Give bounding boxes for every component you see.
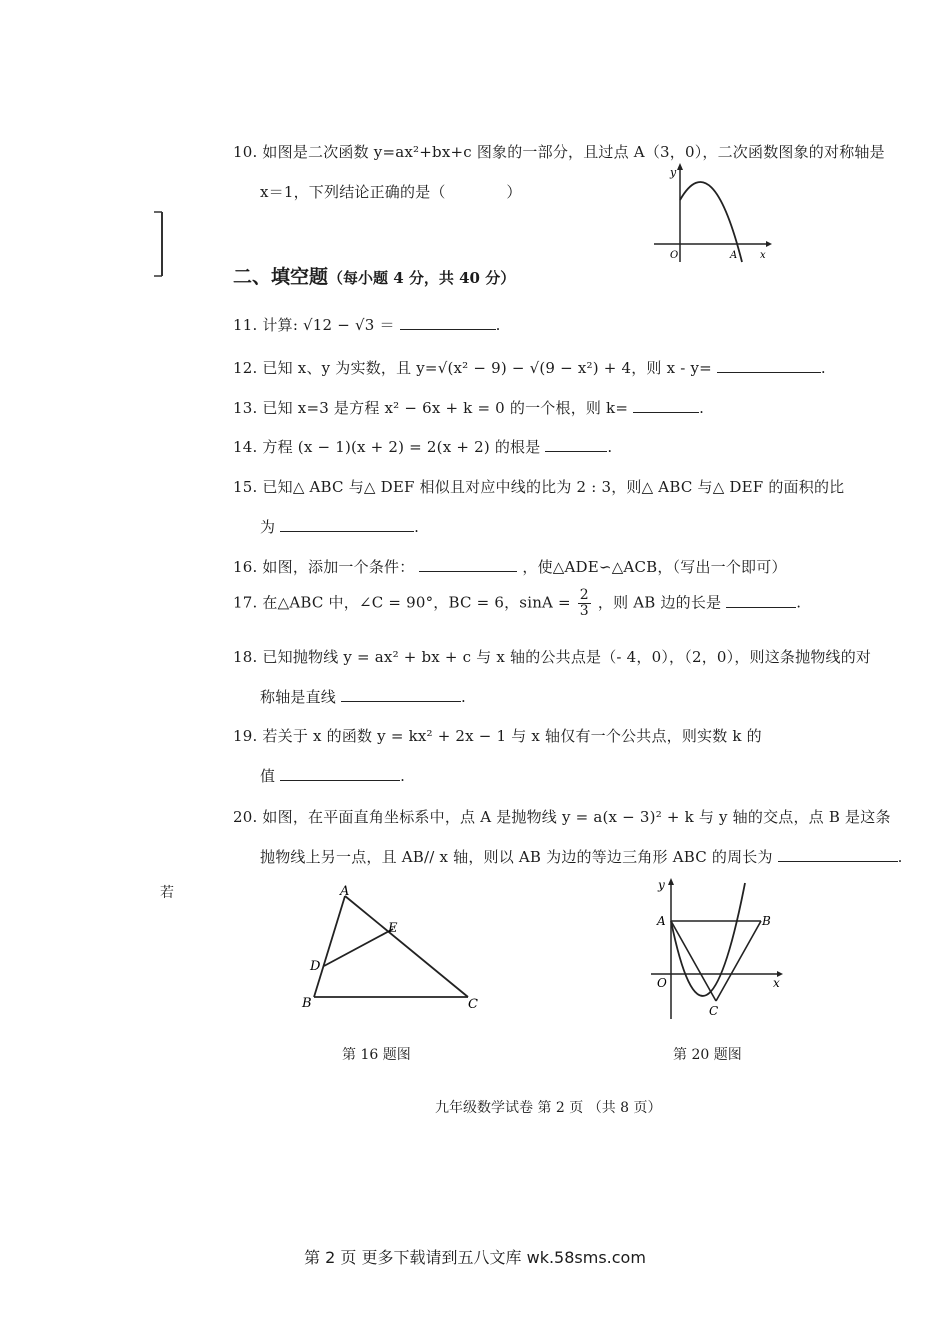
q20-line2 <box>260 846 903 867</box>
fig20-caption: 第 20 题图 <box>673 1047 742 1063</box>
q20-label-y: y <box>658 878 665 892</box>
q18-line2-text: 称轴是直线 <box>260 688 337 706</box>
q16-label-e: E <box>388 921 398 936</box>
q12-answer-blank[interactable] <box>717 360 821 373</box>
q11-end: . <box>495 316 501 334</box>
q16-segment-de <box>324 929 393 966</box>
q10-x-label: x <box>760 250 766 261</box>
q17-frac-den: 3 <box>579 603 589 619</box>
section-heading <box>233 262 515 289</box>
q13-end: . <box>699 399 705 417</box>
q18-line1: 18. 已知抛物线 y = ax² + bx + c 与 x 轴的公共点是（- 4，0），（2，0），则这条抛物线的对 <box>233 648 872 666</box>
q16-suffix: ，使△ADE∽△ACB，（写出一个即可） <box>522 558 787 576</box>
q16-label-c: C <box>468 997 478 1012</box>
q17-frac-num: 2 <box>579 587 589 603</box>
binding-bracket <box>150 210 170 280</box>
q16-prefix: 16. 如图，添加一个条件： <box>233 558 415 576</box>
q20-label-c: C <box>709 1004 719 1018</box>
q20-label-b: B <box>762 914 771 928</box>
q17-answer-blank[interactable] <box>726 595 796 608</box>
download-note: 第 2 页 更多下载请到五八文库 wk.58sms.com <box>304 1248 646 1267</box>
q16-side-ac <box>345 896 468 997</box>
side-mark: 若 <box>160 885 174 901</box>
q14 <box>233 436 612 457</box>
q17-suffix: ，则 AB 边的长是 <box>597 593 722 612</box>
q17-fraction <box>578 588 591 619</box>
q10-parabola-figure <box>652 162 772 264</box>
q15-line2 <box>260 516 419 537</box>
q14-text: 14. 方程 (x − 1)(x + 2) = 2(x + 2) 的根是 <box>233 438 541 456</box>
q10-y-label: y <box>670 166 677 179</box>
q19-line1: 19. 若关于 x 的函数 y = kx² + 2x − 1 与 x 轴仅有一个公共点，则实数 k 的 <box>233 727 762 745</box>
page-footer: 九年级数学试卷 第 2 页 （共 8 页） <box>435 1100 662 1116</box>
q20-end: . <box>897 848 903 866</box>
section-note: （每小题 4 分，共 40 分） <box>328 269 516 287</box>
q17-prefix: 17. 在△ABC 中，∠C = 90°，BC = 6，sinA = <box>233 593 571 612</box>
q15-line1: 15. 已知△ ABC 与△ DEF 相似且对应中线的比为 2 : 3，则△ ABC 与△ DEF 的面积的比 <box>233 478 845 496</box>
q16 <box>233 556 787 577</box>
q11-answer-blank[interactable] <box>400 317 496 330</box>
q15-answer-blank[interactable] <box>280 519 414 532</box>
q14-answer-blank[interactable] <box>545 439 607 452</box>
q17 <box>233 588 801 619</box>
q15-end: . <box>414 518 420 536</box>
q10-line1: 10. 如图是二次函数 y=ax²+bx+c 图象的一部分，且过点 A（3，0），二次函数图象的对称轴是 <box>233 143 885 161</box>
q20-line2-text: 抛物线上另一点，且 AB// x 轴，则以 AB 为边的等边三角形 ABC 的周长为 <box>260 848 773 866</box>
q20-segment-bc <box>716 921 761 1001</box>
section-title: 二、填空题 <box>233 266 329 288</box>
q16-label-d: D <box>310 959 321 974</box>
q15-line2-text: 为 <box>260 518 276 536</box>
q18-answer-blank[interactable] <box>341 689 461 702</box>
q14-end: . <box>607 438 613 456</box>
q10-a-label: A <box>730 250 738 261</box>
q13-text: 13. 已知 x=3 是方程 x² − 6x + k = 0 的一个根，则 k= <box>233 399 629 417</box>
q20-line1: 20. 如图，在平面直角坐标系中，点 A 是抛物线 y = a(x − 3)² + k 与 y 轴的交点，点 B 是这条 <box>233 808 891 826</box>
q20-label-x: x <box>773 976 780 990</box>
q12-text: 12. 已知 x、y 为实数，且 y=√(x² − 9) − √(9 − x²) + 4，则 x - y= <box>233 359 712 377</box>
q16-side-ab <box>314 896 345 997</box>
q10-line2: x＝1，下列结论正确的是（ ） <box>260 183 522 201</box>
q11-text: 11. 计算: √12 − √3 ＝ <box>233 316 395 334</box>
q20-answer-blank[interactable] <box>778 849 898 862</box>
q16-label-b: B <box>302 996 312 1011</box>
q19-answer-blank[interactable] <box>280 768 400 781</box>
q13-answer-blank[interactable] <box>633 400 699 413</box>
q16-answer-blank[interactable] <box>419 559 517 572</box>
q13 <box>233 397 704 418</box>
q16-triangle-figure <box>300 882 490 1012</box>
q18-end: . <box>460 688 466 706</box>
q12-end: . <box>820 359 826 377</box>
q20-label-o: O <box>657 976 667 990</box>
q10-o-label: O <box>670 250 679 261</box>
q20-parabola-figure <box>645 873 790 1023</box>
q18-line2 <box>260 686 466 707</box>
q19-line2-text: 值 <box>260 767 276 785</box>
q11 <box>233 314 501 335</box>
q16-label-a: A <box>340 884 350 899</box>
q19-end: . <box>400 767 406 785</box>
q17-end: . <box>796 593 802 612</box>
q20-label-a: A <box>657 914 666 928</box>
q12 <box>233 357 826 378</box>
q19-line2 <box>260 765 405 786</box>
fig16-caption: 第 16 题图 <box>342 1047 411 1063</box>
